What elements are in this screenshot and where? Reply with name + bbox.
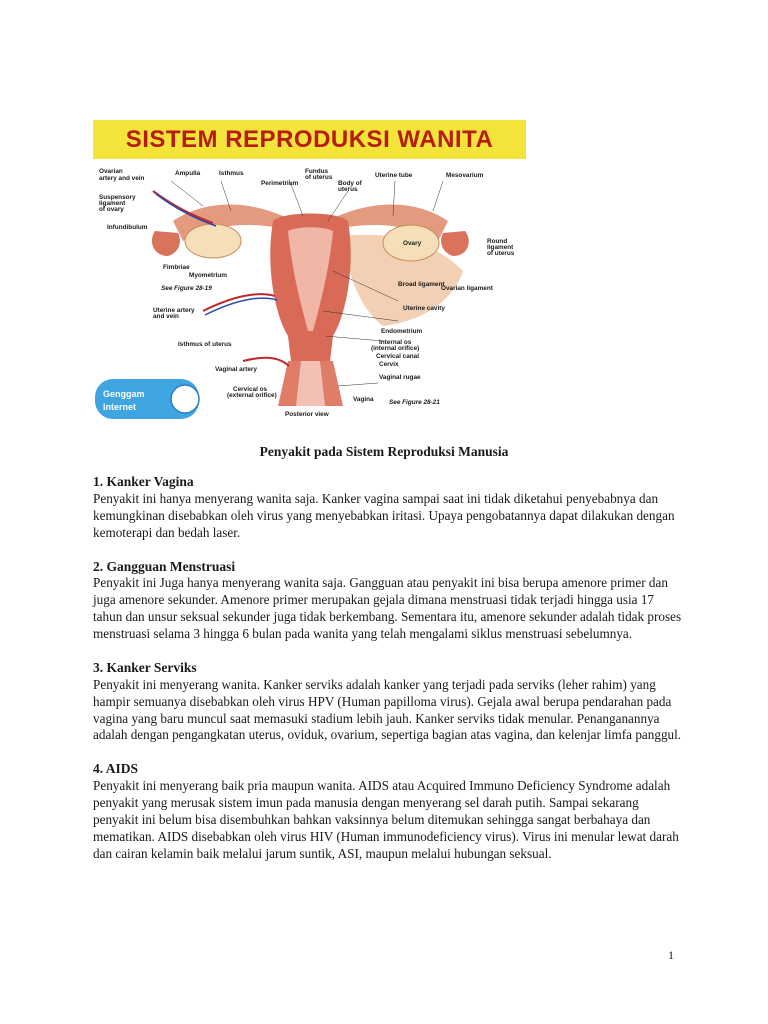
svg-text:Genggam: Genggam (103, 389, 145, 399)
label-cervical-os: Cervical os (233, 386, 268, 393)
label-isthmus-uterus: Isthmus of uterus (178, 341, 232, 348)
left-fimbriae (152, 231, 180, 256)
label-endometrium: Endometrium (381, 328, 423, 335)
label-round-ligament-2: ligament (487, 244, 514, 251)
left-ovary (185, 224, 241, 258)
article-content (93, 474, 685, 880)
label-uterine-artery: Uterine artery (153, 307, 195, 314)
vaginal-artery (243, 358, 289, 366)
section-kanker-vagina (93, 474, 685, 542)
right-fimbriae (441, 231, 469, 256)
section-aids (93, 761, 685, 862)
section-kanker-serviks (93, 660, 685, 744)
section-body: Penyakit ini menyerang wanita. Kanker serviks adalah kanker yang terjadi pada serviks (leher rahim) yang hampir semuanya disebabkan oleh virus HPV (Human papilloma virus). Gejala awal berupa pendarahan pada vagina yang baru muncul saat memasuki stadium lebih jauh. Kanker serviks tidak menular. Penanganannya adalah dengan pengangkatan uterus, oviduk, ovarium, sepertiga bagian atas vagina, dan kelenjar limfa panggul. (93, 676, 682, 743)
uterine-artery (203, 294, 275, 311)
section-title: 1. Kanker Vagina (93, 474, 194, 489)
label-suspensory-2: ligament (99, 200, 126, 207)
label-suspensory: Suspensory (99, 194, 136, 201)
label-ovarian-artery-2: artery and vein (99, 175, 145, 182)
label-body-uterus: Body of (338, 180, 362, 187)
section-body: Penyakit ini Juga hanya menyerang wanita saja. Gangguan atau penyakit ini bisa berupa amenore primer dan juga amenore sekunder. Amenore primer merupakan gejala dimana menstruasi tidak terjadi hingga usia 17 tahun dan unsur seksual sekunder juga tidak berkembang. Sementara itu, amenore sekunder adalah tidak proses menstruasi selama 3 hingga 6 bulan pada wanita yang telah mengalami siklus menstruasi sebelumnya. (93, 575, 682, 642)
label-ovarian-ligament: Ovarian ligament (441, 285, 493, 292)
section-gangguan-menstruasi (93, 559, 685, 643)
label-vaginal-artery: Vaginal artery (215, 366, 257, 373)
page-number: 1 (668, 948, 674, 962)
section-body: Penyakit ini hanya menyerang wanita saja. Kanker vagina sampai saat ini tidak diketahui penyebabnya dan kemungkinan disebabkan oleh virus yang menyebabkan iritasi. Upaya pengobatannya dapat dilakukan dengan kemoterapi dan bedah laser. (93, 490, 675, 540)
label-isthmus: Isthmus (219, 170, 244, 177)
label-perimetrium: Perimetrium (261, 180, 299, 187)
uterus-anatomy-diagram (93, 161, 526, 422)
label-broad-ligament: Broad ligament (398, 281, 445, 288)
label-suspensory-3: of ovary (99, 206, 124, 213)
label-see-figure-2: See Figure 28-21 (389, 399, 440, 406)
label-internal-os-2: (internal orifice) (371, 345, 420, 352)
label-fundus-2: of uterus (305, 174, 333, 181)
label-infundibulum: Infundibulum (107, 224, 148, 231)
label-round-ligament: Round (487, 238, 508, 245)
label-uterine-tube: Uterine tube (375, 172, 413, 179)
figure-title-banner (93, 120, 526, 159)
uterine-vein (205, 298, 277, 315)
anatomy-figure (93, 120, 526, 422)
label-fundus: Fundus (305, 168, 329, 175)
label-cervical-os-2: (external orifice) (227, 392, 277, 399)
label-uterine-cavity: Uterine cavity (403, 305, 445, 312)
figure-title: SISTEM REPRODUKSI WANITA (125, 125, 494, 153)
label-ovary: Ovary (403, 240, 422, 247)
section-title: 3. Kanker Serviks (93, 659, 197, 675)
label-see-figure-1: See Figure 28-19 (161, 285, 212, 292)
label-cervical-canal: Cervical canal (376, 353, 419, 360)
label-body-uterus-2: uterus (338, 186, 358, 193)
vaginal-canal (296, 361, 325, 406)
label-posterior-view: Posterior view (285, 411, 329, 418)
svg-text:Internet: Internet (103, 402, 137, 412)
article-heading: Penyakit pada Sistem Reproduksi Manusia (259, 444, 509, 459)
section-body: Penyakit ini menyerang baik pria maupun wanita. AIDS atau Acquired Immuno Deficiency Syndrome adalah penyakit yang merusak sistem imun pada manusia dengan menyerang sel darah putih. Sampai sekarang penyakit ini belum bisa disembuhkan bahkan vaksinnya belum ditemukan sehingga sangat berbahaya dan mematikan. AIDS disebabkan oleh virus HIV (Human immunodeficiency virus). Virus ini menular lewat darah dan cairan kelamin baik melalui jarum suntik, ASI, maupun melalui hubungan seksual. (93, 778, 679, 861)
label-ovarian-artery: Ovarian (99, 168, 123, 175)
label-internal-os: Internal os (379, 339, 412, 346)
label-mesovarium: Mesovarium (446, 172, 484, 179)
watermark-logo (95, 379, 199, 419)
section-title: 2. Gangguan Menstruasi (93, 558, 236, 574)
label-vaginal-rugae: Vaginal rugae (379, 374, 421, 381)
label-vagina: Vagina (353, 396, 374, 403)
section-title: 4. AIDS (93, 761, 139, 777)
label-myometrium: Myometrium (189, 272, 227, 279)
label-cervix: Cervix (379, 361, 399, 368)
label-fimbriae: Fimbriae (163, 264, 190, 271)
label-round-ligament-3: of uterus (487, 250, 515, 257)
label-ampulla: Ampulla (175, 170, 201, 177)
label-uterine-artery-2: and vein (153, 313, 179, 320)
